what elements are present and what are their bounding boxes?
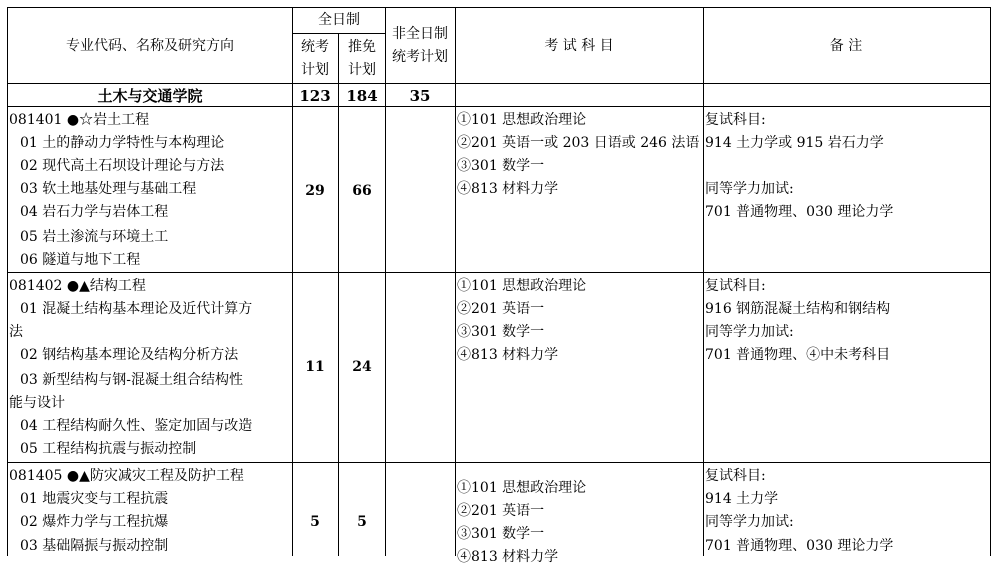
exam-subject: ①101 思想政治理论 (457, 480, 587, 496)
major-title: 081401 ●☆岩土工程 (9, 112, 150, 128)
note-line: 701 普通物理、030 理论力学 (705, 204, 894, 220)
exam-subject: ③301 数学一 (457, 526, 545, 542)
exam-subject: ③301 数学一 (457, 324, 545, 340)
research-direction: 04 工程结构耐久性、鉴定加固与改造 (20, 418, 253, 434)
research-direction: 03 新型结构与钢-混凝土组合结构性 (20, 372, 243, 388)
note-line: 同等学力加试: (705, 324, 794, 340)
research-direction: 02 爆炸力学与工程抗爆 (20, 514, 169, 530)
school-name: 土木与交通学院 (97, 87, 203, 105)
major-title: 081402 ●▲结构工程 (9, 278, 146, 294)
research-direction: 01 土的静动力学特性与本构理论 (20, 135, 225, 151)
research-direction: 04 岩石力学与岩体工程 (20, 204, 169, 220)
exam-subject: ②201 英语一 (457, 301, 545, 317)
school-rec-plan: 184 (346, 87, 378, 105)
exam-subject: ④813 材料力学 (457, 347, 559, 363)
exam-plan-count: 11 (305, 359, 325, 375)
research-direction: 06 隧道与地下工程 (20, 252, 141, 268)
rule-top (7, 7, 990, 8)
exam-subject: ④813 材料力学 (457, 549, 559, 565)
col-line-major (292, 7, 293, 556)
note-line: 914 土力学 (705, 491, 779, 507)
header-notes: 备 注 (829, 38, 863, 54)
note-line: 701 普通物理、④中未考科目 (705, 347, 891, 363)
col-line-left (7, 7, 8, 556)
header-rec-plan-1: 推免 (348, 39, 376, 55)
major-title: 081405 ●▲防灾减灾工程及防护工程 (9, 468, 244, 484)
school-nonfull-plan: 35 (409, 87, 431, 105)
school-exam-plan: 123 (299, 87, 331, 105)
exam-plan-count: 29 (305, 183, 325, 199)
exam-subject: ②201 英语一 (457, 503, 545, 519)
rule-header-bottom (7, 83, 990, 84)
rule-block1-bottom (7, 272, 990, 273)
research-direction: 法 (9, 324, 23, 340)
note-line: 复试科目: (705, 468, 766, 484)
note-line: 复试科目: (705, 112, 766, 128)
rec-plan-count: 66 (352, 183, 372, 199)
header-fulltime: 全日制 (318, 12, 360, 28)
note-line: 914 土力学或 915 岩石力学 (705, 135, 884, 151)
research-direction: 02 钢结构基本理论及结构分析方法 (20, 347, 239, 363)
rec-plan-count: 5 (357, 514, 367, 530)
exam-subject: ③301 数学一 (457, 158, 545, 174)
rule-block2-bottom (7, 462, 990, 463)
exam-subject: ②201 英语一或 203 日语或 246 法语 (457, 135, 700, 151)
header-nonfull-1: 非全日制 (392, 26, 448, 42)
research-direction: 05 岩土渗流与环境土工 (20, 229, 169, 245)
note-line: 916 钢筋混凝土结构和钢结构 (705, 301, 891, 317)
header-exam-plan-1: 统考 (301, 39, 329, 55)
col-line-subjects (703, 7, 704, 556)
note-line: 复试科目: (705, 278, 766, 294)
research-direction: 能与设计 (9, 395, 65, 411)
col-line-rec (385, 7, 386, 556)
exam-subject: ①101 思想政治理论 (457, 112, 587, 128)
header-nonfull-2: 统考计划 (392, 49, 448, 65)
research-direction: 03 软土地基处理与基础工程 (20, 181, 197, 197)
note-line: 701 普通物理、030 理论力学 (705, 538, 894, 554)
header-rec-plan-2: 计划 (348, 62, 376, 78)
exam-plan-count: 5 (310, 514, 320, 530)
research-direction: 05 工程结构抗震与振动控制 (20, 441, 197, 457)
research-direction: 01 地震灾变与工程抗震 (20, 491, 169, 507)
research-direction: 01 混凝土结构基本理论及近代计算方 (20, 301, 253, 317)
research-direction: 02 现代高土石坝设计理论与方法 (20, 158, 225, 174)
note-line: 同等学力加试: (705, 181, 794, 197)
col-line-right (990, 7, 991, 556)
header-subjects: 考 试 科 目 (544, 38, 614, 54)
header-exam-plan-2: 计划 (301, 62, 329, 78)
exam-subject: ①101 思想政治理论 (457, 278, 587, 294)
rec-plan-count: 24 (352, 359, 372, 375)
research-direction: 03 基础隔振与振动控制 (20, 538, 169, 554)
note-line: 同等学力加试: (705, 514, 794, 530)
rule-school-bottom (7, 106, 990, 107)
col-line-nonfull (455, 7, 456, 556)
header-major: 专业代码、名称及研究方向 (66, 38, 234, 54)
exam-subject: ④813 材料力学 (457, 181, 559, 197)
col-line-exam (338, 33, 339, 556)
